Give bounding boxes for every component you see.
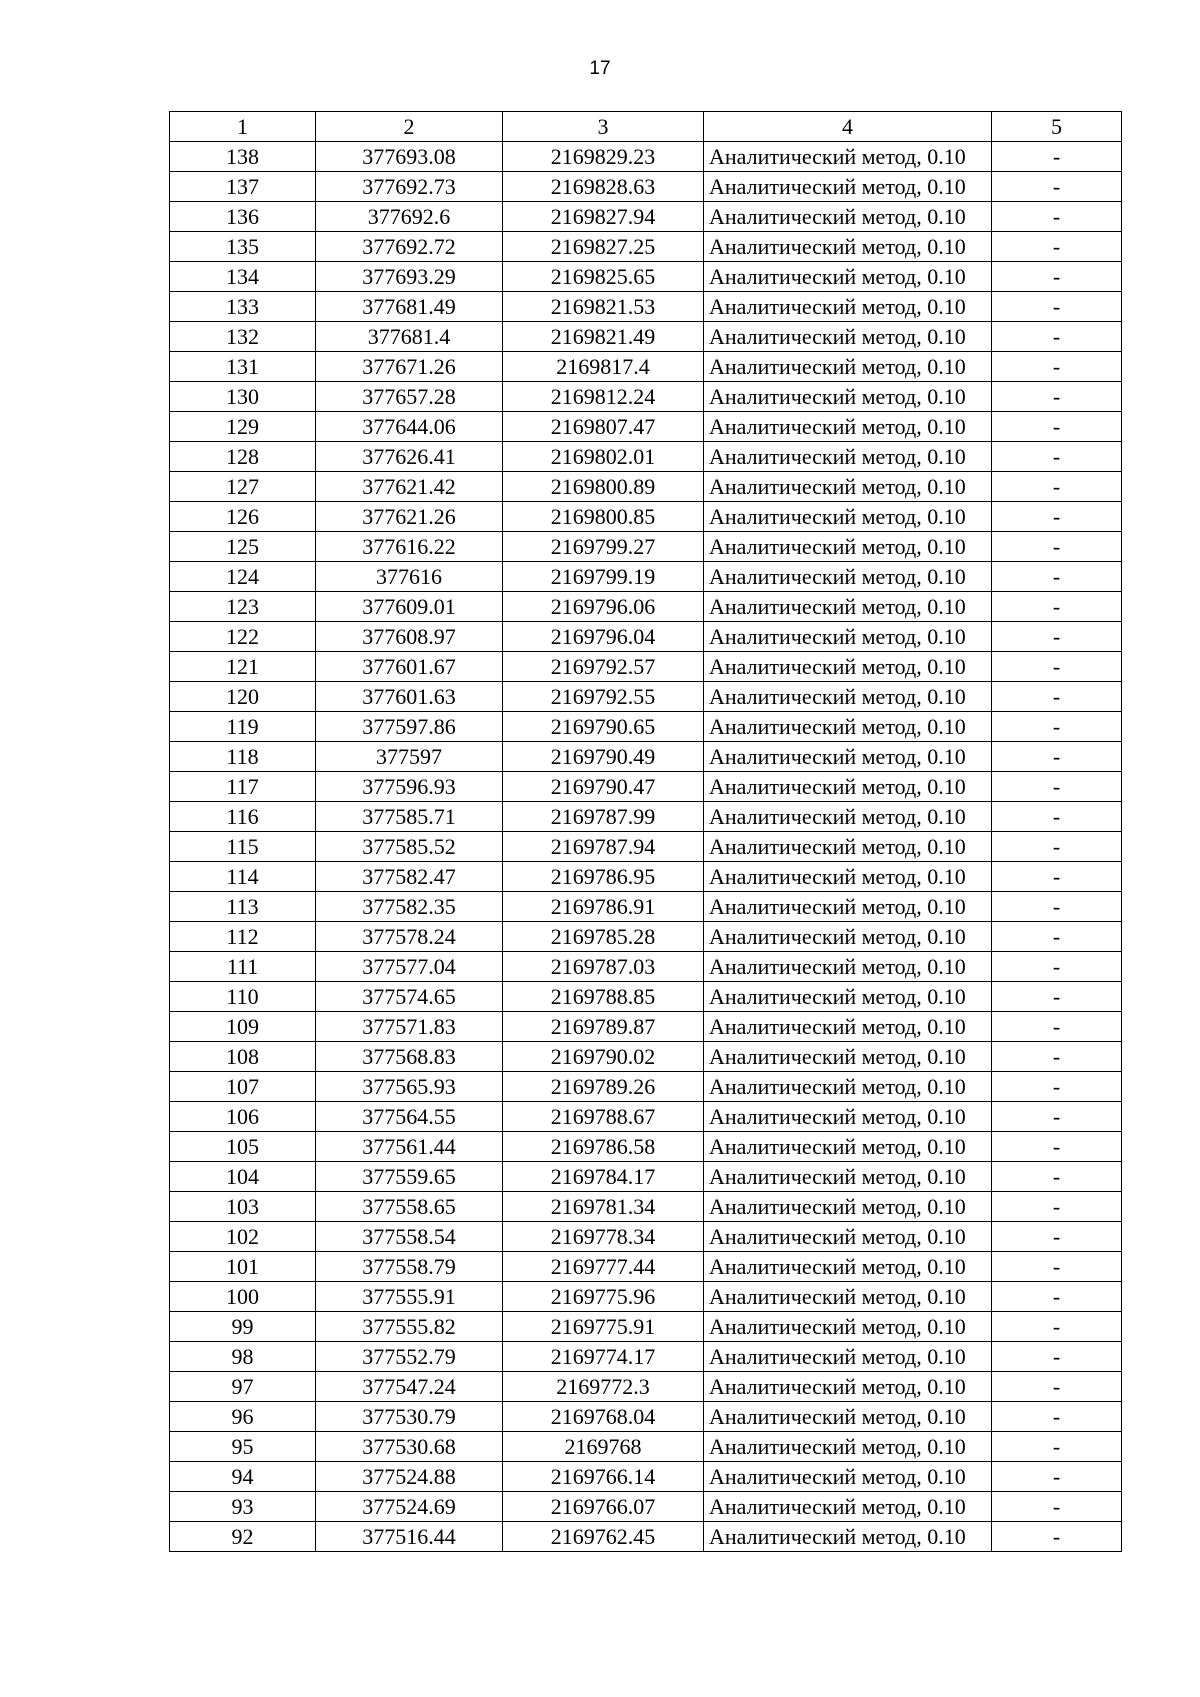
y-coordinate-cell: 2169799.27	[503, 532, 704, 562]
y-coordinate-cell: 2169788.67	[503, 1102, 704, 1132]
method-cell: Аналитический метод, 0.10	[704, 472, 992, 502]
x-coordinate-cell: 377621.42	[316, 472, 503, 502]
x-coordinate-cell: 377524.69	[316, 1492, 503, 1522]
header-cell-method: 4	[704, 112, 992, 142]
x-coordinate-cell: 377601.63	[316, 682, 503, 712]
point-number-cell: 102	[170, 1222, 316, 1252]
method-cell: Аналитический метод, 0.10	[704, 292, 992, 322]
x-coordinate-cell: 377681.4	[316, 322, 503, 352]
method-cell: Аналитический метод, 0.10	[704, 1522, 992, 1552]
point-number-cell: 119	[170, 712, 316, 742]
x-coordinate-cell: 377693.08	[316, 142, 503, 172]
x-coordinate-cell: 377693.29	[316, 262, 503, 292]
method-cell: Аналитический метод, 0.10	[704, 1132, 992, 1162]
point-number-cell: 135	[170, 232, 316, 262]
description-cell: -	[992, 922, 1122, 952]
x-coordinate-cell: 377530.79	[316, 1402, 503, 1432]
table-row	[170, 952, 1122, 982]
table-row	[170, 1072, 1122, 1102]
table-row	[170, 1462, 1122, 1492]
y-coordinate-cell: 2169784.17	[503, 1162, 704, 1192]
description-cell: -	[992, 652, 1122, 682]
y-coordinate-cell: 2169787.99	[503, 802, 704, 832]
x-coordinate-cell: 377601.67	[316, 652, 503, 682]
y-coordinate-cell: 2169786.95	[503, 862, 704, 892]
x-coordinate-cell: 377657.28	[316, 382, 503, 412]
table-row	[170, 1402, 1122, 1432]
point-number-cell: 117	[170, 772, 316, 802]
x-coordinate-cell: 377616	[316, 562, 503, 592]
table-row	[170, 1102, 1122, 1132]
description-cell: -	[992, 142, 1122, 172]
y-coordinate-cell: 2169821.49	[503, 322, 704, 352]
method-cell: Аналитический метод, 0.10	[704, 862, 992, 892]
point-number-cell: 97	[170, 1372, 316, 1402]
description-cell: -	[992, 1222, 1122, 1252]
method-cell: Аналитический метод, 0.10	[704, 382, 992, 412]
method-cell: Аналитический метод, 0.10	[704, 1222, 992, 1252]
point-number-cell: 104	[170, 1162, 316, 1192]
point-number-cell: 93	[170, 1492, 316, 1522]
description-cell: -	[992, 532, 1122, 562]
header-cell-x: 2	[316, 112, 503, 142]
method-cell: Аналитический метод, 0.10	[704, 1402, 992, 1432]
point-number-cell: 110	[170, 982, 316, 1012]
point-number-cell: 94	[170, 1462, 316, 1492]
x-coordinate-cell: 377530.68	[316, 1432, 503, 1462]
description-cell: -	[992, 502, 1122, 532]
description-cell: -	[992, 1252, 1122, 1282]
description-cell: -	[992, 1282, 1122, 1312]
method-cell: Аналитический метод, 0.10	[704, 142, 992, 172]
table-row	[170, 1372, 1122, 1402]
point-number-cell: 131	[170, 352, 316, 382]
method-cell: Аналитический метод, 0.10	[704, 1072, 992, 1102]
method-cell: Аналитический метод, 0.10	[704, 892, 992, 922]
method-cell: Аналитический метод, 0.10	[704, 1462, 992, 1492]
method-cell: Аналитический метод, 0.10	[704, 352, 992, 382]
table-row	[170, 1342, 1122, 1372]
y-coordinate-cell: 2169792.57	[503, 652, 704, 682]
x-coordinate-cell: 377597.86	[316, 712, 503, 742]
y-coordinate-cell: 2169790.02	[503, 1042, 704, 1072]
point-number-cell: 100	[170, 1282, 316, 1312]
y-coordinate-cell: 2169775.96	[503, 1282, 704, 1312]
table-row	[170, 1312, 1122, 1342]
method-cell: Аналитический метод, 0.10	[704, 622, 992, 652]
y-coordinate-cell: 2169786.58	[503, 1132, 704, 1162]
table-row	[170, 772, 1122, 802]
point-number-cell: 115	[170, 832, 316, 862]
y-coordinate-cell: 2169766.07	[503, 1492, 704, 1522]
description-cell: -	[992, 232, 1122, 262]
point-number-cell: 126	[170, 502, 316, 532]
table-row	[170, 1132, 1122, 1162]
table-row	[170, 802, 1122, 832]
y-coordinate-cell: 2169800.89	[503, 472, 704, 502]
table-row	[170, 1522, 1122, 1552]
y-coordinate-cell: 2169812.24	[503, 382, 704, 412]
method-cell: Аналитический метод, 0.10	[704, 442, 992, 472]
point-number-cell: 111	[170, 952, 316, 982]
table-row	[170, 652, 1122, 682]
table-row	[170, 712, 1122, 742]
table-row	[170, 562, 1122, 592]
method-cell: Аналитический метод, 0.10	[704, 172, 992, 202]
y-coordinate-cell: 2169768.04	[503, 1402, 704, 1432]
x-coordinate-cell: 377609.01	[316, 592, 503, 622]
point-number-cell: 103	[170, 1192, 316, 1222]
table-row	[170, 892, 1122, 922]
description-cell: -	[992, 1372, 1122, 1402]
y-coordinate-cell: 2169817.4	[503, 352, 704, 382]
y-coordinate-cell: 2169802.01	[503, 442, 704, 472]
method-cell: Аналитический метод, 0.10	[704, 1162, 992, 1192]
point-number-cell: 132	[170, 322, 316, 352]
x-coordinate-cell: 377597	[316, 742, 503, 772]
method-cell: Аналитический метод, 0.10	[704, 742, 992, 772]
method-cell: Аналитический метод, 0.10	[704, 1042, 992, 1072]
method-cell: Аналитический метод, 0.10	[704, 1312, 992, 1342]
method-cell: Аналитический метод, 0.10	[704, 802, 992, 832]
table-row	[170, 232, 1122, 262]
y-coordinate-cell: 2169787.03	[503, 952, 704, 982]
point-number-cell: 125	[170, 532, 316, 562]
y-coordinate-cell: 2169807.47	[503, 412, 704, 442]
y-coordinate-cell: 2169789.87	[503, 1012, 704, 1042]
description-cell: -	[992, 202, 1122, 232]
table-row	[170, 322, 1122, 352]
x-coordinate-cell: 377561.44	[316, 1132, 503, 1162]
description-cell: -	[992, 352, 1122, 382]
point-number-cell: 122	[170, 622, 316, 652]
x-coordinate-cell: 377578.24	[316, 922, 503, 952]
y-coordinate-cell: 2169829.23	[503, 142, 704, 172]
y-coordinate-cell: 2169821.53	[503, 292, 704, 322]
point-number-cell: 105	[170, 1132, 316, 1162]
point-number-cell: 107	[170, 1072, 316, 1102]
point-number-cell: 113	[170, 892, 316, 922]
point-number-cell: 116	[170, 802, 316, 832]
method-cell: Аналитический метод, 0.10	[704, 202, 992, 232]
method-cell: Аналитический метод, 0.10	[704, 682, 992, 712]
x-coordinate-cell: 377692.73	[316, 172, 503, 202]
method-cell: Аналитический метод, 0.10	[704, 1282, 992, 1312]
point-number-cell: 134	[170, 262, 316, 292]
method-cell: Аналитический метод, 0.10	[704, 1102, 992, 1132]
x-coordinate-cell: 377558.65	[316, 1192, 503, 1222]
description-cell: -	[992, 322, 1122, 352]
point-number-cell: 99	[170, 1312, 316, 1342]
description-cell: -	[992, 292, 1122, 322]
description-cell: -	[992, 892, 1122, 922]
y-coordinate-cell: 2169796.06	[503, 592, 704, 622]
table-row	[170, 1282, 1122, 1312]
y-coordinate-cell: 2169789.26	[503, 1072, 704, 1102]
point-number-cell: 121	[170, 652, 316, 682]
x-coordinate-cell: 377571.83	[316, 1012, 503, 1042]
method-cell: Аналитический метод, 0.10	[704, 1192, 992, 1222]
table-row	[170, 412, 1122, 442]
y-coordinate-cell: 2169785.28	[503, 922, 704, 952]
table-header-row	[170, 112, 1122, 142]
y-coordinate-cell: 2169762.45	[503, 1522, 704, 1552]
description-cell: -	[992, 862, 1122, 892]
y-coordinate-cell: 2169766.14	[503, 1462, 704, 1492]
y-coordinate-cell: 2169790.65	[503, 712, 704, 742]
description-cell: -	[992, 1312, 1122, 1342]
y-coordinate-cell: 2169796.04	[503, 622, 704, 652]
x-coordinate-cell: 377558.79	[316, 1252, 503, 1282]
x-coordinate-cell: 377616.22	[316, 532, 503, 562]
description-cell: -	[992, 682, 1122, 712]
method-cell: Аналитический метод, 0.10	[704, 1342, 992, 1372]
method-cell: Аналитический метод, 0.10	[704, 772, 992, 802]
table-row	[170, 292, 1122, 322]
table-row	[170, 442, 1122, 472]
x-coordinate-cell: 377585.52	[316, 832, 503, 862]
method-cell: Аналитический метод, 0.10	[704, 262, 992, 292]
description-cell: -	[992, 472, 1122, 502]
table-row	[170, 1432, 1122, 1462]
point-number-cell: 124	[170, 562, 316, 592]
x-coordinate-cell: 377574.65	[316, 982, 503, 1012]
method-cell: Аналитический метод, 0.10	[704, 652, 992, 682]
point-number-cell: 128	[170, 442, 316, 472]
description-cell: -	[992, 1162, 1122, 1192]
method-cell: Аналитический метод, 0.10	[704, 1432, 992, 1462]
y-coordinate-cell: 2169828.63	[503, 172, 704, 202]
x-coordinate-cell: 377692.72	[316, 232, 503, 262]
y-coordinate-cell: 2169827.94	[503, 202, 704, 232]
description-cell: -	[992, 622, 1122, 652]
y-coordinate-cell: 2169792.55	[503, 682, 704, 712]
table-row	[170, 1222, 1122, 1252]
table-row	[170, 532, 1122, 562]
y-coordinate-cell: 2169772.3	[503, 1372, 704, 1402]
method-cell: Аналитический метод, 0.10	[704, 712, 992, 742]
table-row	[170, 142, 1122, 172]
table-row	[170, 502, 1122, 532]
coordinates-table	[169, 111, 1122, 1552]
y-coordinate-cell: 2169786.91	[503, 892, 704, 922]
method-cell: Аналитический метод, 0.10	[704, 562, 992, 592]
table-row	[170, 472, 1122, 502]
y-coordinate-cell: 2169790.47	[503, 772, 704, 802]
point-number-cell: 133	[170, 292, 316, 322]
x-coordinate-cell: 377582.47	[316, 862, 503, 892]
description-cell: -	[992, 1522, 1122, 1552]
method-cell: Аналитический метод, 0.10	[704, 1492, 992, 1522]
table-row	[170, 1252, 1122, 1282]
x-coordinate-cell: 377558.54	[316, 1222, 503, 1252]
method-cell: Аналитический метод, 0.10	[704, 1372, 992, 1402]
point-number-cell: 112	[170, 922, 316, 952]
y-coordinate-cell: 2169799.19	[503, 562, 704, 592]
point-number-cell: 92	[170, 1522, 316, 1552]
method-cell: Аналитический метод, 0.10	[704, 232, 992, 262]
x-coordinate-cell: 377559.65	[316, 1162, 503, 1192]
point-number-cell: 136	[170, 202, 316, 232]
point-number-cell: 108	[170, 1042, 316, 1072]
x-coordinate-cell: 377671.26	[316, 352, 503, 382]
x-coordinate-cell: 377524.88	[316, 1462, 503, 1492]
description-cell: -	[992, 712, 1122, 742]
x-coordinate-cell: 377577.04	[316, 952, 503, 982]
method-cell: Аналитический метод, 0.10	[704, 1252, 992, 1282]
point-number-cell: 101	[170, 1252, 316, 1282]
description-cell: -	[992, 592, 1122, 622]
x-coordinate-cell: 377516.44	[316, 1522, 503, 1552]
page-number: 17	[589, 58, 611, 79]
description-cell: -	[992, 412, 1122, 442]
x-coordinate-cell: 377552.79	[316, 1342, 503, 1372]
description-cell: -	[992, 772, 1122, 802]
y-coordinate-cell: 2169778.34	[503, 1222, 704, 1252]
y-coordinate-cell: 2169777.44	[503, 1252, 704, 1282]
table-row	[170, 172, 1122, 202]
description-cell: -	[992, 1102, 1122, 1132]
table-row	[170, 742, 1122, 772]
point-number-cell: 118	[170, 742, 316, 772]
table-row	[170, 1042, 1122, 1072]
y-coordinate-cell: 2169768	[503, 1432, 704, 1462]
x-coordinate-cell: 377582.35	[316, 892, 503, 922]
table-row	[170, 622, 1122, 652]
method-cell: Аналитический метод, 0.10	[704, 832, 992, 862]
description-cell: -	[992, 952, 1122, 982]
table-row	[170, 1492, 1122, 1522]
description-cell: -	[992, 562, 1122, 592]
description-cell: -	[992, 802, 1122, 832]
point-number-cell: 106	[170, 1102, 316, 1132]
table-row	[170, 1162, 1122, 1192]
table-row	[170, 1012, 1122, 1042]
description-cell: -	[992, 1192, 1122, 1222]
point-number-cell: 129	[170, 412, 316, 442]
x-coordinate-cell: 377565.93	[316, 1072, 503, 1102]
header-cell-description: 5	[992, 112, 1122, 142]
table-row	[170, 922, 1122, 952]
y-coordinate-cell: 2169774.17	[503, 1342, 704, 1372]
description-cell: -	[992, 262, 1122, 292]
y-coordinate-cell: 2169787.94	[503, 832, 704, 862]
y-coordinate-cell: 2169781.34	[503, 1192, 704, 1222]
y-coordinate-cell: 2169790.49	[503, 742, 704, 772]
point-number-cell: 130	[170, 382, 316, 412]
header-cell-y: 3	[503, 112, 704, 142]
table-row	[170, 1192, 1122, 1222]
point-number-cell: 123	[170, 592, 316, 622]
description-cell: -	[992, 1342, 1122, 1372]
x-coordinate-cell: 377568.83	[316, 1042, 503, 1072]
method-cell: Аналитический метод, 0.10	[704, 322, 992, 352]
method-cell: Аналитический метод, 0.10	[704, 1012, 992, 1042]
x-coordinate-cell: 377626.41	[316, 442, 503, 472]
description-cell: -	[992, 172, 1122, 202]
description-cell: -	[992, 1012, 1122, 1042]
method-cell: Аналитический метод, 0.10	[704, 502, 992, 532]
x-coordinate-cell: 377644.06	[316, 412, 503, 442]
point-number-cell: 137	[170, 172, 316, 202]
table-row	[170, 262, 1122, 292]
x-coordinate-cell: 377564.55	[316, 1102, 503, 1132]
y-coordinate-cell: 2169800.85	[503, 502, 704, 532]
table-row	[170, 592, 1122, 622]
method-cell: Аналитический метод, 0.10	[704, 412, 992, 442]
method-cell: Аналитический метод, 0.10	[704, 592, 992, 622]
x-coordinate-cell: 377585.71	[316, 802, 503, 832]
description-cell: -	[992, 742, 1122, 772]
table-row	[170, 832, 1122, 862]
description-cell: -	[992, 1042, 1122, 1072]
table-body	[170, 112, 1122, 1552]
y-coordinate-cell: 2169827.25	[503, 232, 704, 262]
x-coordinate-cell: 377692.6	[316, 202, 503, 232]
y-coordinate-cell: 2169788.85	[503, 982, 704, 1012]
method-cell: Аналитический метод, 0.10	[704, 952, 992, 982]
y-coordinate-cell: 2169775.91	[503, 1312, 704, 1342]
x-coordinate-cell: 377681.49	[316, 292, 503, 322]
description-cell: -	[992, 1072, 1122, 1102]
description-cell: -	[992, 1132, 1122, 1162]
method-cell: Аналитический метод, 0.10	[704, 982, 992, 1012]
x-coordinate-cell: 377555.91	[316, 1282, 503, 1312]
point-number-cell: 127	[170, 472, 316, 502]
table-row	[170, 352, 1122, 382]
description-cell: -	[992, 1432, 1122, 1462]
table-row	[170, 382, 1122, 412]
point-number-cell: 114	[170, 862, 316, 892]
description-cell: -	[992, 982, 1122, 1012]
table-row	[170, 682, 1122, 712]
description-cell: -	[992, 832, 1122, 862]
point-number-cell: 138	[170, 142, 316, 172]
description-cell: -	[992, 382, 1122, 412]
table-row	[170, 862, 1122, 892]
header-cell-point-number: 1	[170, 112, 316, 142]
point-number-cell: 96	[170, 1402, 316, 1432]
point-number-cell: 109	[170, 1012, 316, 1042]
description-cell: -	[992, 1462, 1122, 1492]
point-number-cell: 95	[170, 1432, 316, 1462]
x-coordinate-cell: 377596.93	[316, 772, 503, 802]
description-cell: -	[992, 442, 1122, 472]
x-coordinate-cell: 377547.24	[316, 1372, 503, 1402]
x-coordinate-cell: 377621.26	[316, 502, 503, 532]
x-coordinate-cell: 377555.82	[316, 1312, 503, 1342]
description-cell: -	[992, 1402, 1122, 1432]
description-cell: -	[992, 1492, 1122, 1522]
table-row	[170, 982, 1122, 1012]
point-number-cell: 98	[170, 1342, 316, 1372]
method-cell: Аналитический метод, 0.10	[704, 922, 992, 952]
method-cell: Аналитический метод, 0.10	[704, 532, 992, 562]
x-coordinate-cell: 377608.97	[316, 622, 503, 652]
table-row	[170, 202, 1122, 232]
y-coordinate-cell: 2169825.65	[503, 262, 704, 292]
point-number-cell: 120	[170, 682, 316, 712]
